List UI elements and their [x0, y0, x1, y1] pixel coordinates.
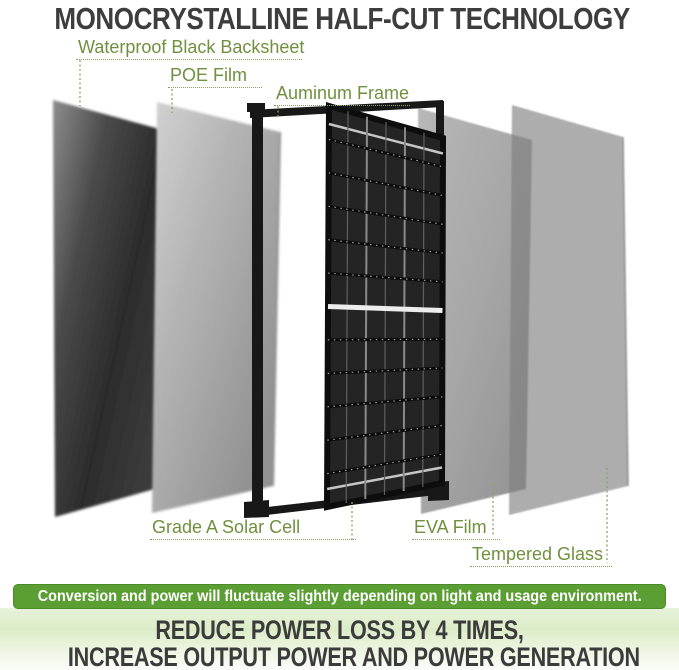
- page-title: MONOCRYSTALLINE HALF-CUT TECHNOLOGY: [54, 1, 630, 36]
- backsheet-layer: [53, 100, 163, 517]
- disclaimer-banner: [13, 584, 666, 609]
- footer-heading-line1: REDUCE POWER LOSS BY 4 TIMES,: [155, 615, 524, 645]
- label-eva-film: EVA Film: [412, 517, 500, 540]
- tempered-glass-layer: [509, 105, 628, 515]
- label-waterproof-backsheet: Waterproof Black Backsheet: [76, 37, 302, 60]
- label-tempered-glass: Tempered Glass: [470, 544, 612, 567]
- disclaimer-text: Conversion and power will fluctuate slightly depending on light and usage environment.: [37, 587, 642, 605]
- label-poe-film: POE Film: [168, 65, 262, 88]
- solar-cell-panel: [327, 106, 443, 507]
- footer-heading-line2: INCREASE OUTPUT POWER AND POWER GENERATION: [67, 642, 640, 670]
- label-solar-cell: Grade A Solar Cell: [150, 517, 356, 540]
- label-aluminum-frame: Auminum Frame: [274, 83, 410, 106]
